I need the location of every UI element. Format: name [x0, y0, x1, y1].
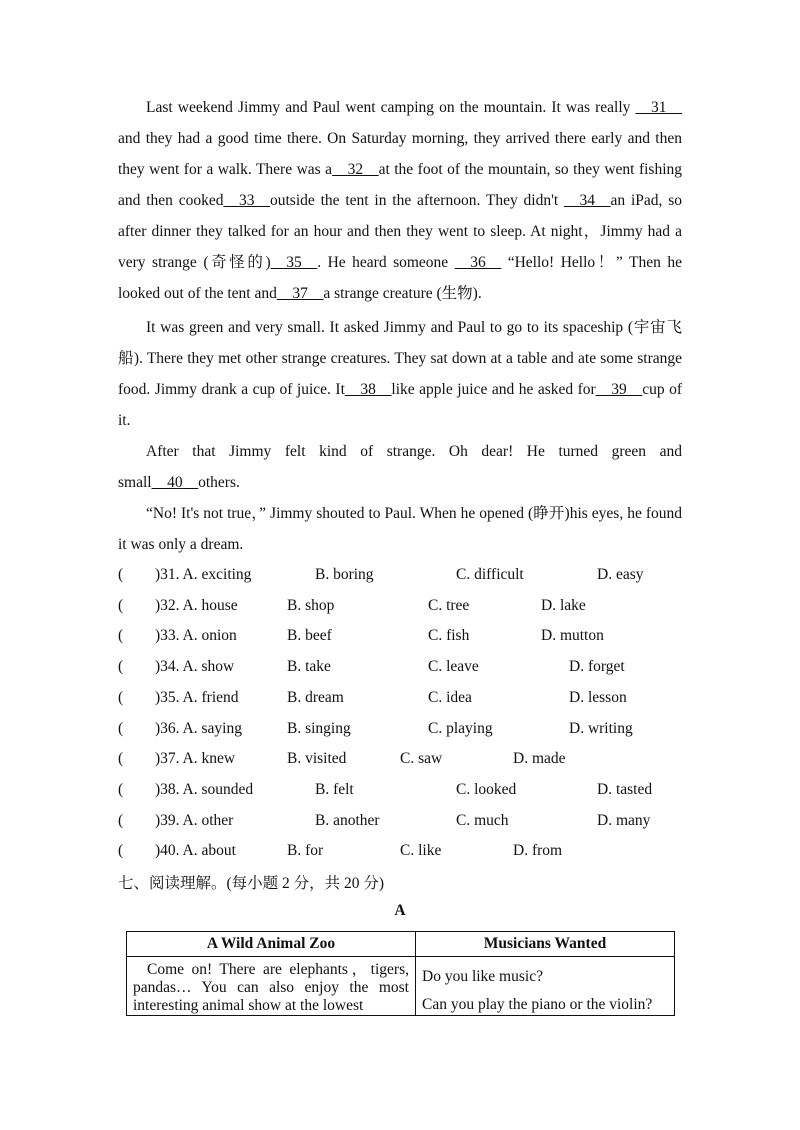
passage-paragraph-2: [118, 312, 682, 436]
passage-paragraph-1: [118, 92, 682, 309]
question-option-a: )38. A. sounded: [155, 780, 254, 798]
question-option-d: D. forget: [569, 658, 625, 676]
question-option-c: C. tree: [428, 596, 470, 614]
question-option-a: )39. A. other: [155, 811, 234, 829]
answer-blank: __31__: [635, 99, 682, 116]
question-option-c: C. leave: [428, 658, 479, 676]
question-option-d: D. from: [513, 842, 563, 860]
answer-paren[interactable]: (: [118, 780, 124, 798]
question-option-d: D. easy: [597, 566, 644, 583]
question-option-b: B. take: [287, 658, 331, 676]
passage-text: and they had a good time there. On Saturday morning, they arrived there early and then they went for a walk. There was a: [118, 130, 682, 178]
ads-table: [126, 931, 675, 1016]
question-row: [118, 839, 698, 863]
question-row: [118, 686, 698, 710]
question-option-a: )32. A. house: [155, 596, 238, 614]
passage-text: like apple juice and he asked for: [391, 381, 596, 398]
passage-text: cup of it.: [118, 381, 682, 429]
question-option-c: C. looked: [456, 780, 517, 798]
question-option-d: D. tasted: [597, 780, 653, 798]
question-row: [118, 594, 698, 618]
passage-text: Last weekend Jimmy and Paul went camping on the mountain. It was really: [146, 99, 636, 116]
zoo-ad: [127, 932, 416, 957]
question-option-b: B. for: [287, 842, 324, 860]
answer-paren[interactable]: (: [118, 566, 124, 583]
passage-text: After that Jimmy felt kind of strange. Oh dear! He turned green and small: [118, 443, 682, 491]
question-option-b: B. felt: [315, 780, 354, 798]
question-option-c: C. fish: [428, 627, 470, 645]
question-row: [118, 717, 698, 741]
section-heading: 七、阅读理解。(每小题 2 分，共 20 分): [118, 875, 385, 892]
question-row: [118, 747, 698, 771]
musicians-ad-line-1: Do you like music?: [422, 968, 543, 985]
question-option-b: B. shop: [287, 596, 335, 614]
zoo-ad-title: A Wild Animal Zoo: [206, 935, 336, 952]
question-option-b: B. dream: [287, 688, 344, 706]
question-row: [118, 624, 698, 648]
answer-paren[interactable]: (: [118, 750, 124, 768]
passage-text: . He heard someone: [317, 254, 455, 271]
question-option-b: B. visited: [287, 750, 347, 768]
question-option-c: C. difficult: [456, 566, 524, 583]
question-option-d: D. lake: [541, 596, 586, 614]
answer-blank: __35__: [270, 254, 318, 271]
question-option-b: B. boring: [315, 566, 374, 583]
question-option-a: )34. A. show: [155, 658, 235, 676]
passage-paragraph-3: [118, 436, 682, 498]
passage-text: “Hello! Hello！” Then he looked out of the tent and: [118, 254, 683, 302]
answer-blank: __37__: [276, 285, 324, 302]
answer-blank: __32__: [332, 161, 379, 178]
question-row: [118, 563, 698, 587]
question-option-a: )36. A. saying: [155, 719, 242, 737]
question-option-a: )37. A. knew: [155, 750, 236, 768]
answer-blank: __36__: [454, 254, 502, 271]
question-option-d: D. writing: [569, 719, 633, 737]
question-option-d: D. many: [597, 811, 651, 829]
question-option-c: C. playing: [428, 719, 493, 737]
question-option-a: )31. A. exciting: [155, 566, 252, 583]
passage-text: others.: [198, 474, 240, 491]
question-option-a: )35. A. friend: [155, 688, 239, 706]
passage-text: at the foot of the mountain, so they went fishing and then cooked: [118, 161, 682, 209]
musicians-ad-line-2: Can you play the piano or the violin?: [422, 996, 653, 1013]
answer-paren[interactable]: (: [118, 627, 124, 645]
passage-text: outside the tent in the afternoon. They didn't: [269, 192, 565, 209]
question-option-d: D. mutton: [541, 627, 604, 645]
passage-text: “No! It's not true，” Jimmy shouted to Paul. When he opened (睁开)his eyes, he found it was only a dream.: [118, 505, 682, 553]
question-option-a: )33. A. onion: [155, 627, 237, 645]
answer-paren[interactable]: (: [118, 596, 124, 614]
question-option-c: C. idea: [428, 688, 472, 706]
musicians-ad: [416, 932, 675, 957]
answer-blank: __39__: [595, 381, 643, 398]
question-row: [118, 778, 698, 802]
question-option-b: B. another: [315, 811, 380, 829]
question-option-a: )40. A. about: [155, 842, 236, 860]
question-option-d: D. lesson: [569, 688, 627, 706]
passage-text: It was green and very small. It asked Jimmy and Paul to go to its spaceship (宇宙飞船). There they met other strange creatures. They sat down at a table and ate some strange food. Jimmy drank a cup of juice. It: [118, 319, 682, 398]
zoo-ad-body: [127, 957, 415, 1015]
answer-paren[interactable]: (: [118, 658, 124, 676]
musicians-ad-title: Musicians Wanted: [483, 935, 607, 952]
answer-paren[interactable]: (: [118, 719, 124, 737]
passage-paragraph-4: [118, 498, 682, 560]
question-option-c: C. much: [456, 811, 509, 829]
question-option-c: C. like: [400, 842, 442, 860]
answer-paren[interactable]: (: [118, 688, 124, 706]
passage-text: a strange creature (生物).: [323, 285, 482, 302]
question-option-b: B. singing: [287, 719, 351, 737]
answer-paren[interactable]: (: [118, 811, 124, 829]
answer-blank: __40__: [151, 474, 199, 491]
answer-blank: __33__: [223, 192, 270, 209]
answer-blank: __38__: [344, 381, 392, 398]
answer-blank: __34__: [564, 192, 611, 209]
part-label: A: [394, 902, 406, 919]
answer-paren[interactable]: (: [118, 842, 124, 860]
question-option-d: D. made: [513, 750, 566, 768]
zoo-ad-text: Come on! There are elephants，tigers, pandas… You can also enjoy the most interesting animal show at the lowest: [133, 961, 409, 1014]
passage-text: an iPad, so after dinner they talked for an hour and then they went to sleep. At night，Jimmy had a very strange (奇怪的): [118, 192, 683, 271]
musicians-ad-body: [416, 957, 674, 1015]
question-option-b: B. beef: [287, 627, 332, 645]
question-row: [118, 655, 698, 679]
question-option-c: C. saw: [400, 750, 443, 768]
question-row: [118, 809, 698, 833]
